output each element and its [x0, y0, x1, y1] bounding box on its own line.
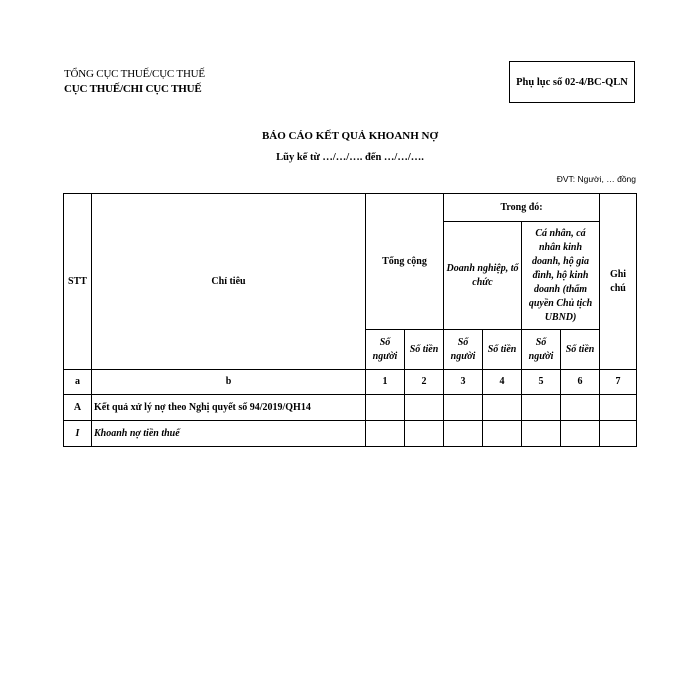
- subheader-so-nguoi: Số người: [366, 330, 405, 370]
- index-cell: 6: [561, 370, 600, 395]
- data-cell: [483, 395, 522, 421]
- data-cell: [483, 421, 522, 447]
- index-cell: b: [92, 370, 366, 395]
- table-row: [64, 395, 637, 421]
- org-line-1: TỔNG CỤC THUẾ/CỤC THUẾ: [64, 68, 205, 80]
- row-stt: A: [64, 395, 92, 421]
- subheader-so-nguoi: Số người: [522, 330, 561, 370]
- report-period: Lũy kế từ …/…/…. đến …/…/….: [276, 152, 424, 163]
- header-trong-do: Trong đó:: [444, 194, 600, 222]
- index-cell: 4: [483, 370, 522, 395]
- header-tong-cong: Tổng cộng: [366, 194, 444, 330]
- data-cell: [522, 421, 561, 447]
- report-table: [63, 193, 637, 447]
- data-cell: [600, 395, 637, 421]
- subheader-so-tien: Số tiền: [561, 330, 600, 370]
- index-row: [64, 370, 637, 395]
- header-doanh-nghiep: Doanh nghiệp, tổ chức: [444, 222, 522, 330]
- data-cell: [444, 421, 483, 447]
- index-cell: 2: [405, 370, 444, 395]
- data-cell: [600, 421, 637, 447]
- data-cell: [366, 421, 405, 447]
- org-line-2: CỤC THUẾ/CHI CỤC THUẾ: [64, 83, 202, 95]
- data-cell: [405, 421, 444, 447]
- appendix-box: [509, 61, 635, 103]
- index-cell: a: [64, 370, 92, 395]
- data-cell: [366, 395, 405, 421]
- header-ca-nhan: Cá nhân, cá nhân kinh doanh, hộ gia đình, hộ kinh doanh (thẩm quyền Chủ tịch UBND): [522, 222, 600, 330]
- subheader-so-nguoi: Số người: [444, 330, 483, 370]
- unit-label: ĐVT: Người, … đồng: [556, 174, 636, 184]
- data-cell: [444, 395, 483, 421]
- data-cell: [522, 395, 561, 421]
- header-stt: STT: [64, 194, 92, 370]
- header-ghi-chu: Ghi chú: [600, 194, 637, 370]
- report-title: BÁO CÁO KẾT QUẢ KHOANH NỢ: [261, 130, 439, 142]
- subheader-so-tien: Số tiền: [405, 330, 444, 370]
- index-cell: 7: [600, 370, 637, 395]
- index-cell: 1: [366, 370, 405, 395]
- header-chi-tieu: Chỉ tiêu: [92, 194, 366, 370]
- row-label: Kết quả xử lý nợ theo Nghị quyết số 94/2019/QH14: [92, 395, 366, 421]
- row-label: Khoanh nợ tiền thuế: [92, 421, 366, 447]
- appendix-label: Phụ lục số 02-4/BC-QLN: [516, 76, 628, 88]
- row-stt: I: [64, 421, 92, 447]
- data-cell: [405, 395, 444, 421]
- data-cell: [561, 421, 600, 447]
- index-cell: 5: [522, 370, 561, 395]
- index-cell: 3: [444, 370, 483, 395]
- subheader-so-tien: Số tiền: [483, 330, 522, 370]
- table-row: [64, 421, 637, 447]
- data-cell: [561, 395, 600, 421]
